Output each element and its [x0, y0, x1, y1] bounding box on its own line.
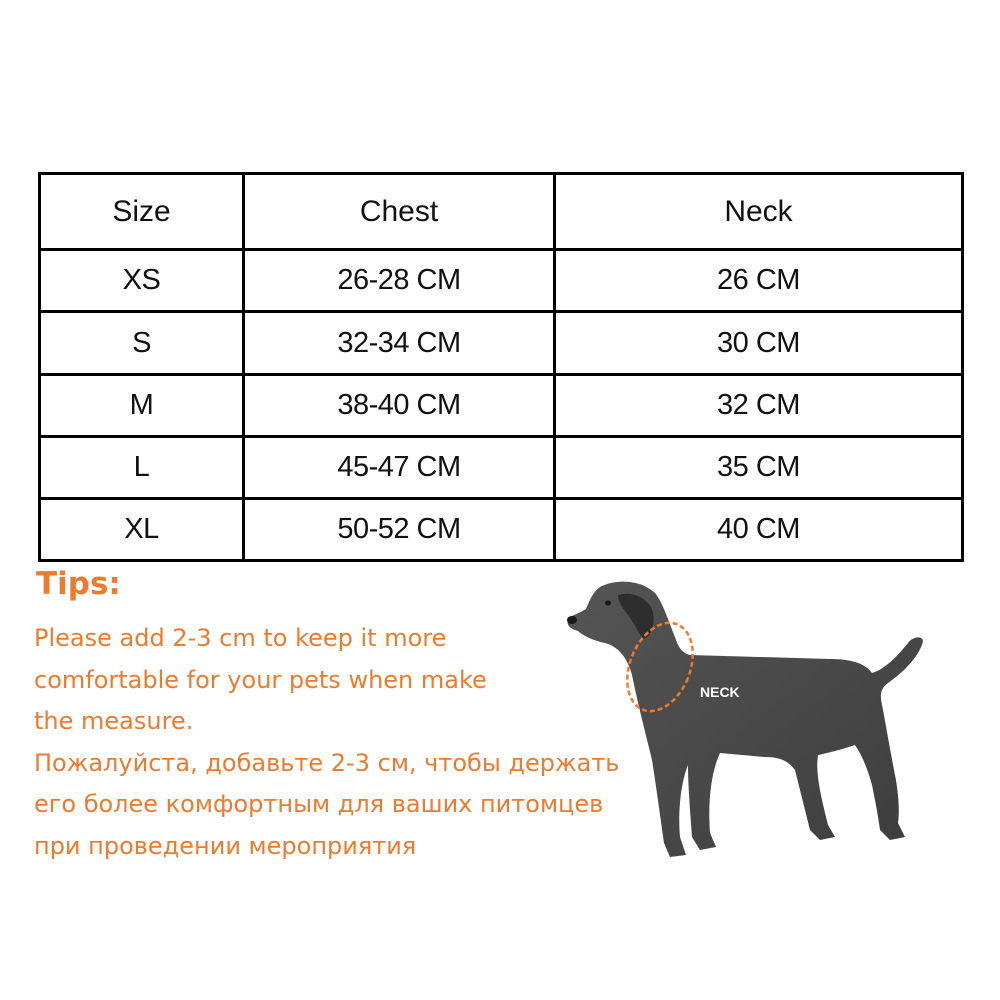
- tips-title: Tips:: [36, 566, 121, 602]
- tips-line: его более комфортным для ваших питомцев: [34, 790, 604, 818]
- dog-nose: [567, 616, 577, 624]
- header-size: Size: [40, 174, 244, 250]
- neck-label: NECK: [700, 684, 740, 700]
- table-row: [40, 250, 963, 312]
- tips-line: Please add 2-3 cm to keep it more: [34, 624, 447, 652]
- tips-line: the measure.: [34, 707, 194, 735]
- cell-size: XL: [40, 498, 244, 560]
- cell-chest: 45-47 CM: [244, 436, 555, 498]
- size-chart-table: [38, 172, 964, 562]
- cell-neck: 32 CM: [555, 374, 963, 436]
- tips-line: Пожалуйста, добавьте 2-3 см, чтобы держать: [34, 748, 620, 777]
- header-neck: Neck: [555, 174, 963, 250]
- cell-neck: 40 CM: [555, 498, 963, 560]
- cell-size: M: [40, 374, 244, 436]
- dog-eye: [605, 601, 611, 606]
- dog-body: [567, 582, 923, 857]
- cell-size: XS: [40, 250, 244, 312]
- cell-neck: 26 CM: [555, 250, 963, 312]
- cell-size: S: [40, 312, 244, 374]
- table-row: [40, 374, 963, 436]
- tips-line: comfortable for your pets when make: [34, 665, 487, 694]
- cell-chest: 38-40 CM: [244, 374, 555, 436]
- cell-chest: 50-52 CM: [244, 498, 555, 560]
- cell-chest: 32-34 CM: [244, 312, 555, 374]
- table-row: [40, 312, 963, 374]
- table-header-row: [40, 174, 963, 250]
- dog-illustration: [560, 575, 940, 875]
- cell-chest: 26-28 CM: [244, 250, 555, 312]
- table-row: [40, 498, 963, 560]
- header-chest: Chest: [244, 174, 555, 250]
- tips-line: при проведении мероприятия: [34, 831, 417, 860]
- table-row: [40, 436, 963, 498]
- cell-neck: 30 CM: [555, 312, 963, 374]
- cell-size: L: [40, 436, 244, 498]
- cell-neck: 35 CM: [555, 436, 963, 498]
